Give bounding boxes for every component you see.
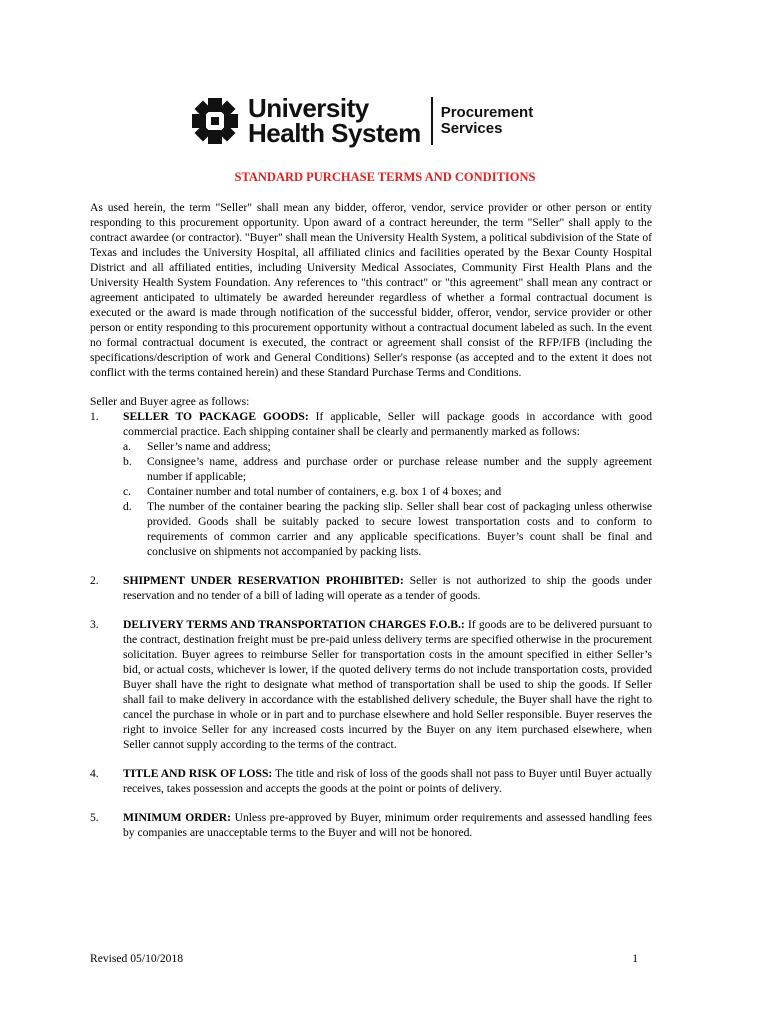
item-text: Unless pre-approved by Buyer, minimum order requirements and assessed handling fees by companies are unacceptable terms to the Buyer and will not be honored. [123,811,652,839]
subitem-text: The number of the container bearing the packing slip. Seller shall bear cost of packaging unless otherwise provided. Goods shall be suitably packed to secure lowest transportation costs and to conform to requirements of common carrier and any applicable specifications. Buyer’s count shall be final and conclusive on shipments not accompanied by packing lists. [147,500,652,558]
logo-name-line1: University [248,93,369,123]
subitem-text: Consignee’s name, address and purchase order or purchase release number and the supply agreement number if applicable; [147,455,652,483]
subitem-d [123,499,652,559]
term-item-1 [90,409,652,559]
term-item-3 [90,617,652,752]
term-item-4 [90,766,652,796]
subitem-b [123,454,652,484]
item-text: Seller is not authorized to ship the goods under reservation and no tender of a bill of lading will operate as a tender of goods. [123,574,652,602]
subitem-text: Container number and total number of containers, e.g. box 1 of 4 boxes; and [147,485,502,498]
logo-divider [431,97,433,145]
logo-sub-line2: Services [440,120,503,137]
item-heading: TITLE AND RISK OF LOSS: [123,767,273,780]
item-number: 2. [90,574,99,587]
star-cross-logo-icon [190,96,240,146]
agree-line: Seller and Buyer agree as follows: [90,395,250,408]
subitem-a [123,439,652,454]
university-health-system-logo [190,92,533,150]
item-number: 3. [90,618,99,631]
item-heading: MINIMUM ORDER: [123,811,231,824]
subitem-letter: d. [123,500,132,513]
subitem-letter: a. [123,440,132,453]
subitem-letter: b. [123,455,132,468]
item-text: If applicable, Seller will package goods in accordance with good commercial practice. Each shipping container shall be clearly and permanently marked as follows: [123,410,652,438]
logo-name [248,93,421,148]
page-number: 1 [632,952,638,965]
item-number: 4. [90,767,99,780]
document-title: STANDARD PURCHASE TERMS AND CONDITIONS [234,170,536,184]
item-text: The title and risk of loss of the goods shall not pass to Buyer until Buyer actually receives, takes possession and accepts the goods at the point or points of delivery. [123,767,652,795]
logo-subtitle [441,105,534,137]
term-item-2 [90,573,652,603]
document-body [90,200,652,840]
item-heading: DELIVERY TERMS AND TRANSPORTATION CHARGES F.O.B.: [123,618,465,631]
revised-date: Revised 05/10/2018 [90,952,184,965]
subitem-letter: c. [123,485,132,498]
intro-paragraph: As used herein, the term "Seller" shall mean any bidder, offeror, vendor, service provider or other person or entity responding to this procurement opportunity. Upon award of a contract hereunder, the term "Seller" shall apply to the contract awardee (or contractor). "Buyer" shall mean the University Health System, a political subdivision of the State of Texas and includes the University Hospital, all affiliated clinics and facilities operated by the Bexar County Hospital District and all affiliated entities, including University Medical Associates, Community First Health Plans and the University Health System Foundation. Any references to "this contract" or "this agreement" shall mean any contract or agreement anticipated to ultimately be awarded hereunder regardless of whether a formal contractual document is executed or the award is made through notification of the successful bidder, offeror, vendor, service provider or other person or entity responding to this procurement opportunity without a contractual document labeled as such. In the event no formal contractual document is executed, the contract or agreement shall consist of the RFP/IFB (including the specifications/description of work and General Conditions) Seller's response (as accepted and to the extent it does not conflict with the terms contained herein) and these Standard Purchase Terms and Conditions. [90,201,652,379]
item-heading: SELLER TO PACKAGE GOODS: [123,410,309,423]
item-heading: SHIPMENT UNDER RESERVATION PROHIBITED: [123,574,404,587]
subitem-text: Seller’s name and address; [147,440,271,453]
item-number: 5. [90,811,99,824]
logo-sub-line1: Procurement [440,104,534,121]
subitem-c [123,484,652,499]
page-footer [90,952,638,965]
logo-name-line2: Health System [248,118,421,148]
item-text: If goods are to be delivered pursuant to the contract, destination freight must be pre-paid unless delivery terms are specified otherwise in the procurement solicitation. Buyer agrees to reimburse Seller for transportation costs in the amount specified in either Seller’s bid, or actual costs, whichever is lower, if the quoted delivery terms do not include transportation costs, provided Buyer shall have the right to designate what method of transportation shall be used to ship the goods. If Seller shall fail to make delivery in accordance with the established delivery schedule, the Buyer shall have the right to cancel the purchase in whole or in part and to purchase elsewhere and hold Seller responsible. Buyer reserves the right to invoice Seller for any increased costs incurred by the Buyer on any item purchased elsewhere, when Seller cannot supply according to the terms of the contract. [123,618,652,751]
term-item-5 [90,810,652,840]
item-number: 1. [90,410,99,423]
